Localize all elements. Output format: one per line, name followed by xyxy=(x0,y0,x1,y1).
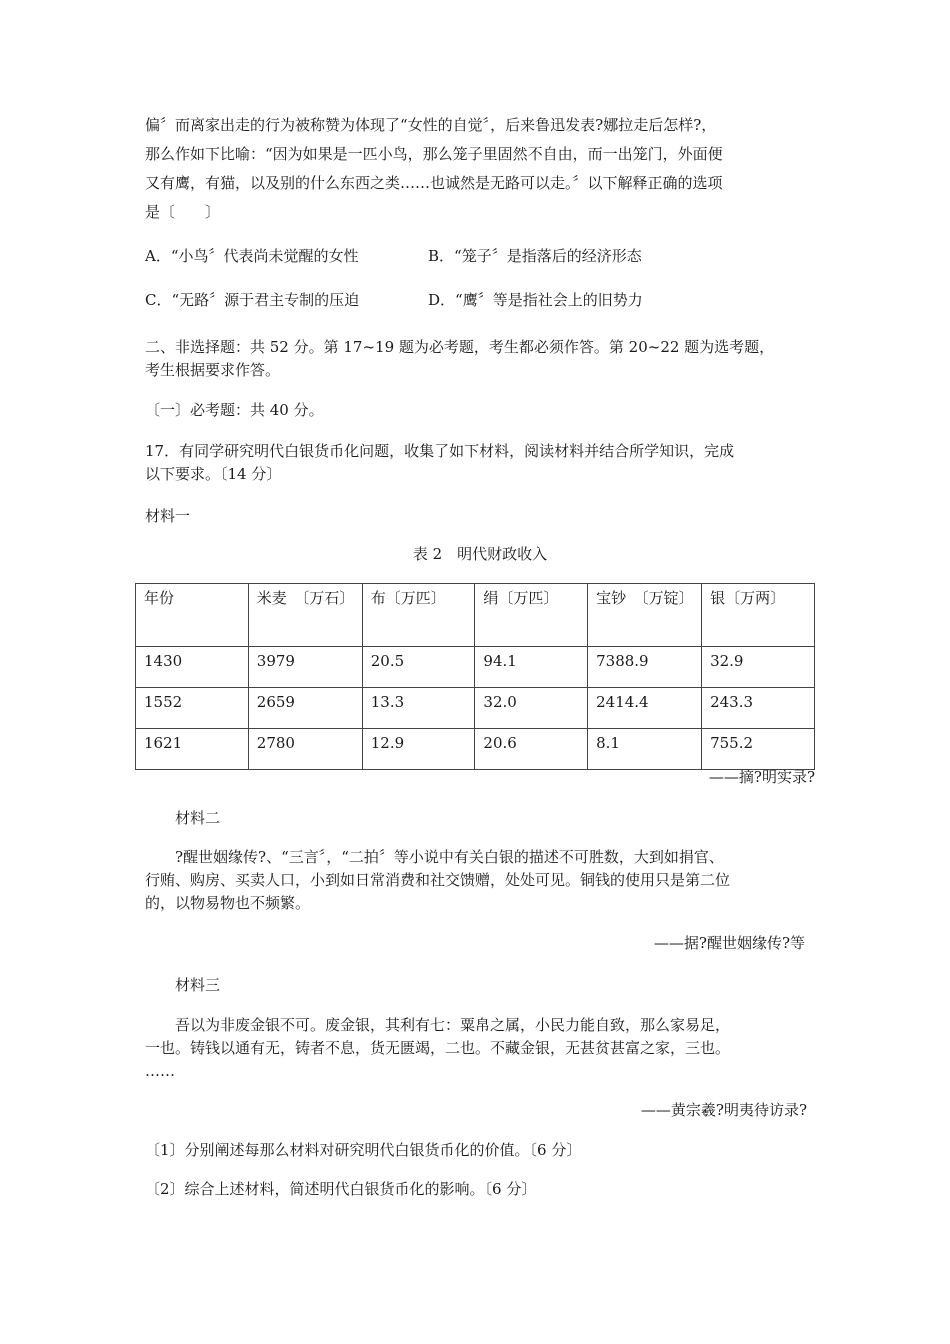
table-cell: 32.9 xyxy=(702,647,815,688)
material-line: 一也。铸钱以通有无，铸者不息，货无匮竭，二也。不藏金银，无甚贫甚富之家，三也。 xyxy=(145,1039,731,1057)
material-line: 吾以为非废金银不可。废金银，其利有七：粟帛之属，小民力能自致，那么家易足， xyxy=(175,1016,731,1034)
table-cell: 1552 xyxy=(136,688,249,729)
header-cell: 绢〔万匹〕 xyxy=(475,584,588,647)
stem-line: 以下要求。〔14 分〕 xyxy=(145,465,282,483)
question-17-part-2: 〔2〕综合上述材料，简述明代白银货币化的影响。〔6 分〕 xyxy=(145,1180,537,1198)
option-d: D．“鹰〞等是指社会上的旧势力 xyxy=(428,291,643,309)
header-cell: 银〔万两〕 xyxy=(702,584,815,647)
header-cell xyxy=(248,584,362,647)
table-cell: 20.5 xyxy=(362,647,475,688)
table-cell: 1430 xyxy=(136,647,249,688)
material-2-text xyxy=(145,846,815,915)
section-2-intro xyxy=(145,336,815,382)
stem-line: 又有鹰，有猫，以及别的什么东西之类……也诚然是无路可以走。〞以下解释正确的选项 xyxy=(145,174,723,192)
material-1-source: ——摘?明实录? xyxy=(708,768,815,786)
table-header-row xyxy=(136,584,815,647)
header-text: 宝钞 〔万锭〕 xyxy=(596,589,694,607)
table-cell: 2780 xyxy=(248,729,362,770)
header-text: 米麦 〔万石〕 xyxy=(256,589,355,607)
material-2-source: ——据?醒世姻缘传?等 xyxy=(653,934,805,952)
material-line: …… xyxy=(145,1062,175,1080)
intro-line: 二、非选择题：共 52 分。第 17~19 题为必考题，考生都必须作答。第 20~22 题为选考题， xyxy=(145,338,775,356)
table-caption: 表 2 明代财政收入 xyxy=(412,545,548,563)
table-cell: 1621 xyxy=(136,729,249,770)
question-16-stem xyxy=(145,111,815,227)
material-3-source: ——黄宗羲?明夷待访录? xyxy=(640,1101,807,1119)
table-row xyxy=(136,647,815,688)
table-cell: 7388.9 xyxy=(588,647,702,688)
table-cell: 13.3 xyxy=(362,688,475,729)
table-cell: 32.0 xyxy=(475,688,588,729)
material-3-text xyxy=(145,1014,815,1083)
subsection-1-heading: 〔一〕必考题：共 40 分。 xyxy=(145,401,324,419)
question-17-part-1: 〔1〕分别阐述每那么材料对研究明代白银货币化的价值。〔6 分〕 xyxy=(145,1141,582,1159)
intro-line: 考生根据要求作答。 xyxy=(145,361,281,379)
stem-line: 是〔 〕 xyxy=(145,203,221,221)
table-cell: 755.2 xyxy=(702,729,815,770)
material-2-label: 材料二 xyxy=(175,809,221,827)
header-cell xyxy=(588,584,702,647)
table-cell: 94.1 xyxy=(475,647,588,688)
table-cell: 2659 xyxy=(248,688,362,729)
material-line: 行贿、购房、买卖人口，小到如日常消费和社交馈赠，处处可见。铜钱的使用只是第二位 xyxy=(145,871,731,889)
finance-table xyxy=(135,583,815,770)
option-c: C．“无路〞源于君主专制的压迫 xyxy=(145,291,360,309)
table-cell: 8.1 xyxy=(588,729,702,770)
question-16-options-row-2 xyxy=(145,286,815,315)
table-cell: 243.3 xyxy=(702,688,815,729)
table-cell: 12.9 xyxy=(362,729,475,770)
header-cell: 年份 xyxy=(136,584,249,647)
material-line: 的，以物易物也不频繁。 xyxy=(145,894,311,912)
table-cell: 2414.4 xyxy=(588,688,702,729)
option-b: B．“笼子〞是指落后的经济形态 xyxy=(428,247,642,265)
question-17-stem xyxy=(145,440,815,486)
table-row xyxy=(136,688,815,729)
question-16-options-row-1 xyxy=(145,242,815,271)
stem-line: 那么作如下比喻：“因为如果是一匹小鸟，那么笼子里固然不自由，而一出笼门，外面便 xyxy=(145,145,723,163)
table-cell: 20.6 xyxy=(475,729,588,770)
header-cell: 布〔万匹〕 xyxy=(362,584,475,647)
stem-line: 偏〞而离家出走的行为被称赞为体现了“女性的自觉〞，后来鲁迅发表?娜拉走后怎样?， xyxy=(145,116,717,134)
stem-line: 17．有同学研究明代白银货币化问题，收集了如下材料，阅读材料并结合所学知识，完成 xyxy=(145,442,735,460)
material-line: ?醒世姻缘传?、“三言〞，“二拍〞等小说中有关白银的描述不可胜数，大到如捐官、 xyxy=(175,848,724,866)
table-cell: 3979 xyxy=(248,647,362,688)
material-3-label: 材料三 xyxy=(175,976,221,994)
material-1-label: 材料一 xyxy=(145,507,191,525)
option-a: A．“小鸟〞代表尚未觉醒的女性 xyxy=(145,247,359,265)
